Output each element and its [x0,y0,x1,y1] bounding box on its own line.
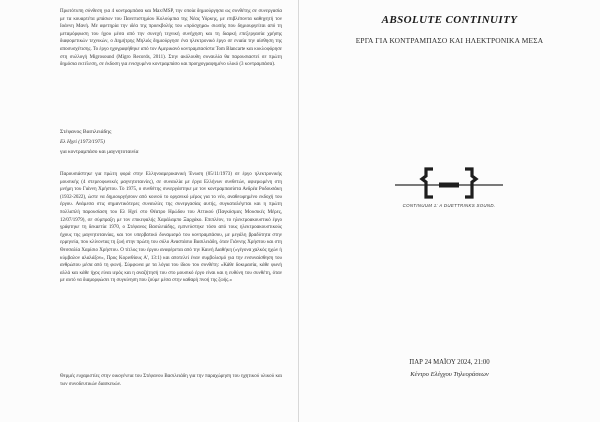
composer-name: Στέφανος Βασιλειάδης [60,129,112,135]
intro-paragraph [60,8,282,69]
continuum-logo [393,163,505,211]
event-date: ΠΑΡ 24 ΜΑΪΟΥ 2024, 21:00 [409,359,490,366]
logo-center-bar [439,183,459,188]
work-description-text: Παρουσιάστηκε για πρώτη φορά στην Ελληνοαμερικανική Ένωση (05/11/1973) σε έργο ηλεκτρονικής μουσικής (4 στερεοφωνικές μαγνητοταινίες), σε συναυλία με έργα Ελλήνων συνθετών, αφιερωμένη στη μνήμη του Γιάννη Χρήστου. Το 1975, ο συνθέτης συνεργάστηκε με τον κοντραμπασίστα Ανδρέα Ροδουσάκη (1932-2022), ώστε να δημιουργήσουν από κοινού το οργανικό μέρος για το νέο, αναθεωρημένο εκδοχή του έργου. Ανάμεσα στις σημαντικότερες συναυλίες της συνεργασίας αυτής, συγκαταλέγεται και η πρώτη πολλαπλή παρουσίαση του Ελ Ηχεί στο Θέατρο Ηρώδου του Αττικού (Παγκόσμιες Μουσικές Μέρες, 12/07/1979), σε σύμπραξη με τον επικεφαλής Χαράλαμπο Ξαρχάκο. Επιπλέον, το ηλεκτροακουστικό έργο γράφτηκε τη δεκαετία 1970, ο Στέφανος Βασιλειάδης, εμπνεύστηκε τόσο από τους ηλεκτροακουστικούς ήχους της μαγνητοταινίας, και τον υπερβατικό δυναμισμό του κοντραμπάσου, με μεγάλη βραδύτητα στην ερμηνεία, που κλίνοντας τη ζωή στην πρώτη του σόλο Αναστάσιο Βασιλειάδη, όταν Γιάννης Χρήστου και στη Θεσσαλία Χαρίσιο Χρήστου. Ο τίτλος του έργου αναφέρεται από την Καινή Διαθήκη («γέγονα χαλκός ηχών ή κύμβαλον αλαλάζον», Προς Κορινθίους Α', 13:1) και αποτελεί έναν συμβολισμό για την ενσυναίσθηση του ανθρώπου μέσα από τη φωνή. Σύμφωνα με τα λόγια του ίδιου του συνθέτη: «Κάθε δοκιμασία, κάθε φωνή αλλά και κάθε ήχος είναι ιερός και η αναζήτησή του στο μουσικό έργο είναι και η ευθύνη του συνθέτη, όταν με αυτό να διαμορφώσει τη συγκίνηση που ζούμε μέσα στην καθαρή πνοή της ζωής.» [60,172,282,284]
work-description-paragraph [60,171,282,285]
acknowledgements-text: Θερμές ευχαριστίες στην οικογένεια του Στέφανου Βασιλειάδη για την παραχώρηση του ηχητικού υλικού και των συνοδευτικών διασκευών. [60,374,282,387]
concert-subtitle: ΕΡΓΑ ΓΙΑ ΚΟΝΤΡΑΜΠΑΣΟ ΚΑΙ ΗΛΕΚΤΡΟΝΙΚΑ ΜΕΣΑ [355,36,544,45]
right-page [299,0,600,422]
intro-text: Πρωτότυπη σύνθεση για 4 κοντραμπάσα και Max/MSP, την οποία δημιούργησα ως συνθέτης σε συνεργασία με τα κουαρτέτα μπάσων του Πανεπιστημίου Κολούμπια της Νέας Υόρκης, με επιβλέποντα καθηγητή τον Ιοάννη Μανή. Με αφετηρία την ιδέα της προεκβολής του «πρόσχημα» σιωπής που δημιουργείται από τη μεταμόρφωση του ήχου μέσα από την συνεχή τεχνική συνήχηση και τη διαρκή επεξεργασία χρήσης διαφορετικών τεχνικών, ο Δημήτρης Μηλιός δημιούργησε ένα ηλεκτρονικό έργο σε ενιαία την αίσθηση της αποσυσχέτισης. Το έργο ηχογραφήθηκε από τον Αμερικανό κοντραμπασίστα Tom Blancarte και κυκλοφόρησε στη συλλογή Migrosound (Migro Records, 2011). Στην ακόλουθη συναυλία θα παρουσιαστεί σε πρώτη δημόσια εκτέλεση, σε έκδοση για ενισχυμένο κοντραμπάσο και προηχογραφημένο υλικό (3 κοντραμπάσα). [60,9,282,68]
left-page [0,0,299,422]
logo-caption: CONTINUUM 1: A DUETTRINKS SOUND. [402,203,496,208]
work-instrumentation: για κοντραμπάσο και μαγνητοταινία [60,149,139,155]
event-venue: Κέντρο Ελέγχου Τηλεοράσεων [410,371,489,378]
left-bracket-icon [422,169,433,197]
concert-title: ABSOLUTE CONTINUITY [381,14,518,26]
acknowledgements-paragraph [60,373,282,388]
right-bracket-icon [465,169,476,197]
work-title: Ελ Ηχεί (1973/1975) [60,139,105,145]
